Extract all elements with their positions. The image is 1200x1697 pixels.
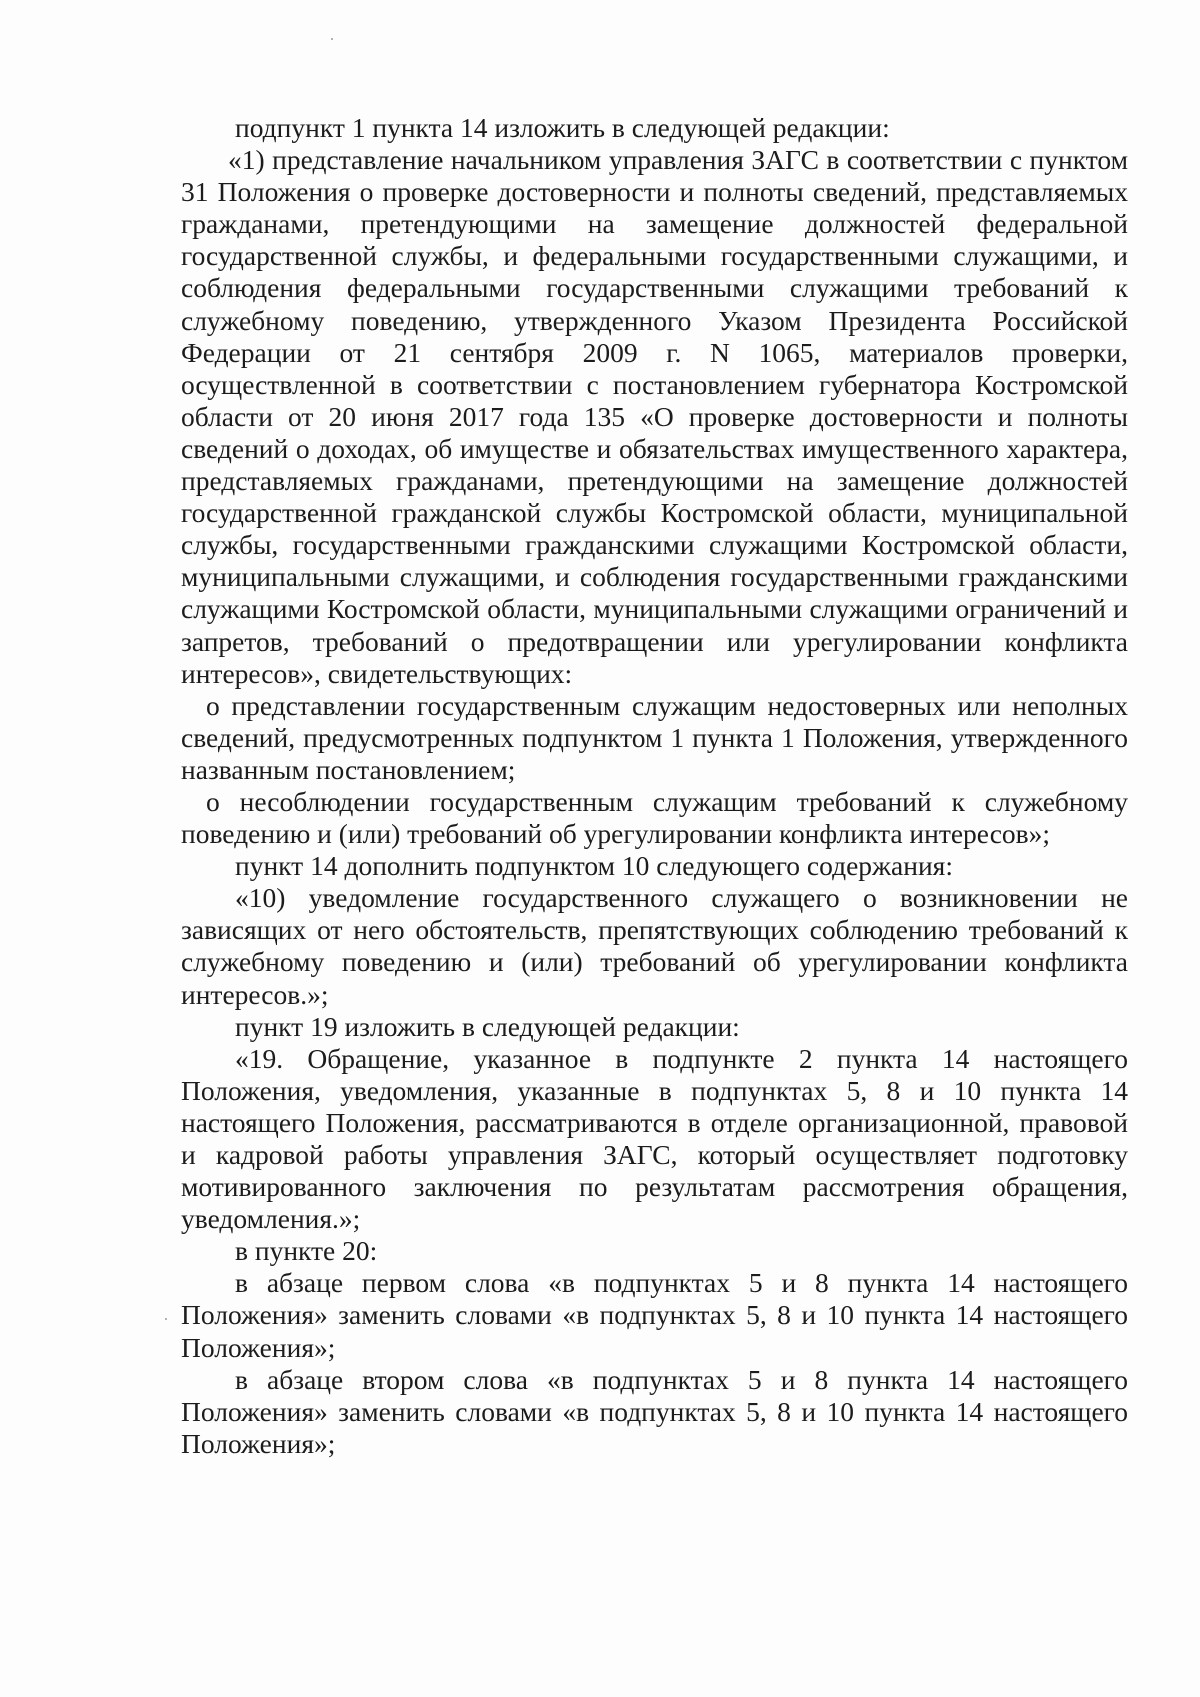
paragraph: в абзаце втором слова «в подпунктах 5 и 8 пункта 14 настоящего Положения» заменить словами «в подпунктах 5, 8 и 10 пункта 14 настоящего Положения»; (181, 1363, 1128, 1459)
paragraph: «1) представление начальником управления ЗАГС в соответствии с пунктом 31 Положения о проверке достоверности и полноты сведений, представляемых гражданами, претендующими на замещение должностей федеральной государственной службы, и федеральными государственными служащими, и соблюдения федеральными государственными служащими требований к служебному поведению, утвержденного Указом Президента Российской Федерации от 21 сентября 2009 г. N 1065, материалов проверки, осуществленной в соответствии с постановлением губернатора Костромской области от 20 июня 2017 года 135 «О проверке достоверности и полноты сведений о доходах, об имуществе и обязательствах имущественного характера, представляемых гражданами, претендующими на замещение должностей государственной гражданской службы Костромской области, муниципальной службы, государственными гражданскими служащими Костромской области, муниципальными служащими, и соблюдения государственными гражданскими служащими Костромской области, муниципальными служащими ограничений и запретов, требований о предотвращении или урегулировании конфликта интересов», свидетельствующих: (181, 144, 1128, 689)
paragraph: пункт 14 дополнить подпунктом 10 следующего содержания: (235, 850, 953, 882)
paragraph: «10) уведомление государственного служащего о возникновении не зависящих от него обстоятельств, препятствующих соблюдению требований к служебному поведению и (или) требований об урегулировании конфликта интересов.»; (181, 882, 1128, 1010)
paragraph: в абзаце первом слова «в подпунктах 5 и 8 пункта 14 настоящего Положения» заменить словами «в подпунктах 5, 8 и 10 пункта 14 настоящего Положения»; (181, 1267, 1128, 1363)
scan-speck (165, 1318, 167, 1320)
paragraph: подпункт 1 пункта 14 изложить в следующей редакции: (235, 112, 890, 143)
paragraph: о представлении государственным служащим недостоверных или неполных сведений, предусмотренных подпунктом 1 пункта 1 Положения, утвержденного названным постановлением; (181, 689, 1128, 785)
paragraph: «19. Обращение, указанное в подпункте 2 пункта 14 настоящего Положения, уведомления, указанные в подпунктах 5, 8 и 10 пункта 14 настоящего Положения, рассматриваются в отделе организационной, правовой и кадровой работы управления ЗАГС, который осуществляет подготовку мотивированного заключения по результатам рассмотрения обращения, уведомления.»; (181, 1042, 1128, 1235)
paragraph: в пункте 20: (235, 1235, 378, 1267)
paragraph: пункт 19 изложить в следующей редакции: (235, 1010, 740, 1042)
document-body (181, 112, 1128, 1460)
paragraph: о несоблюдении государственным служащим требований к служебному поведению и (или) требований об урегулировании конфликта интересов»; (181, 785, 1128, 850)
scan-speck (331, 38, 333, 40)
